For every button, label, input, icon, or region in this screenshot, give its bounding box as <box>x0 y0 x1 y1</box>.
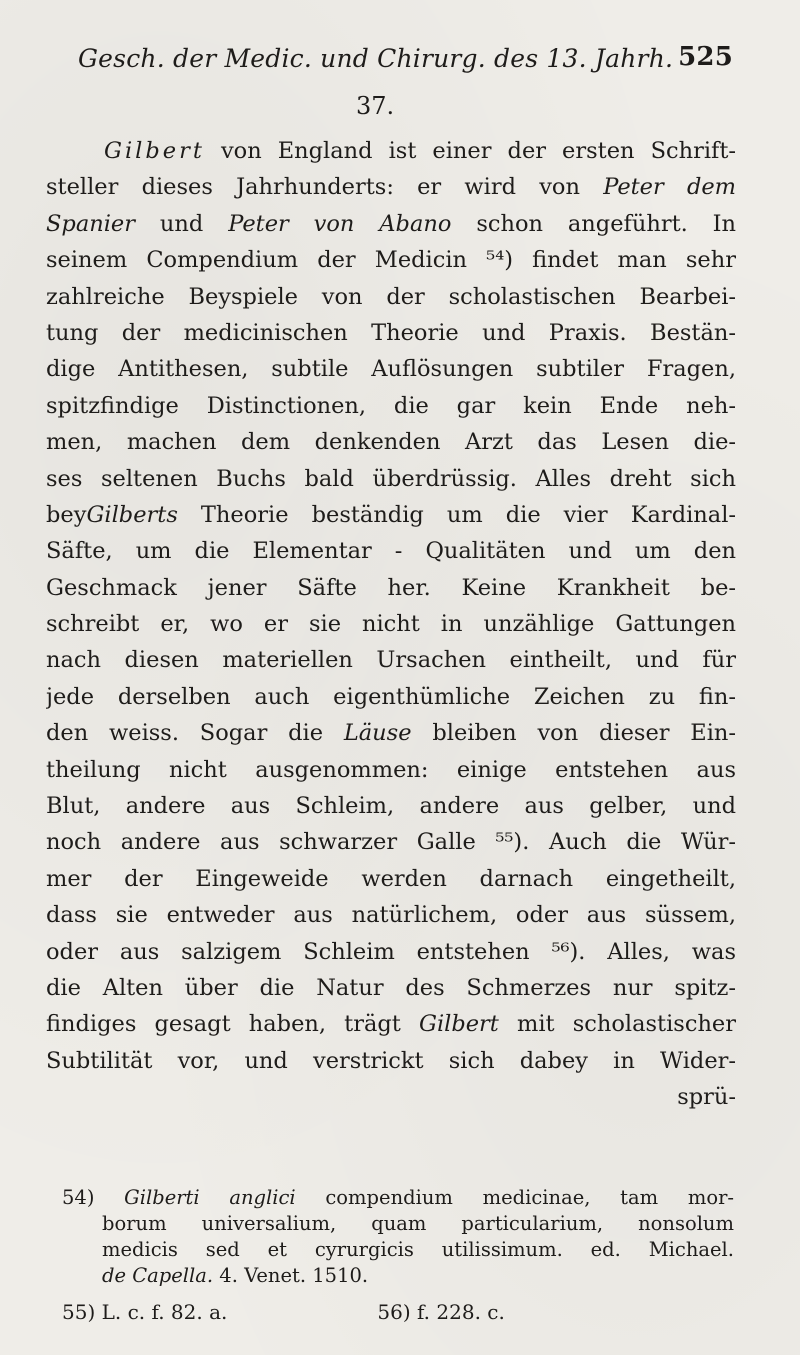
text-line: Subtilität vor, und verstrickt sich dabey in Wider- <box>46 1047 736 1074</box>
footnote-refs <box>62 1299 734 1325</box>
text-line: die Alten über die Natur des Schmerzes nur spitz- <box>46 974 736 1001</box>
text-line: seinem Compendium der Medicin ⁵⁴) findet man sehr <box>46 247 736 274</box>
emphasized-word: Läuse <box>343 720 412 747</box>
footnote-title: Gilberti anglici <box>124 1186 296 1209</box>
text-line: beyGilberts Theorie beständig um die vier Kardinal- <box>46 501 736 528</box>
text-line: noch andere aus schwarzer Galle ⁵⁵). Auch die Wür- <box>46 829 736 856</box>
person-name: Spanier <box>46 210 135 237</box>
page-header <box>78 40 733 84</box>
text-line: Säfte, um die Elementar - Qualitäten und um den <box>46 538 736 565</box>
running-title: Gesch. der Medic. und Chirurg. des 13. Jahrh. <box>78 44 674 73</box>
text-line: men, machen dem denkenden Arzt das Lesen die- <box>46 429 736 456</box>
text-line: findiges gesagt haben, trägt Gilbert mit scholastischer <box>46 1011 736 1038</box>
text-line: ses seltenen Buchs bald überdrüssig. Alles dreht sich <box>46 465 736 492</box>
text-line: tung der medicinischen Theorie und Praxis. Bestän- <box>46 319 736 346</box>
catchword: sprü- <box>677 1084 736 1111</box>
text-line: Blut, andere aus Schleim, andere aus gelber, und <box>46 793 736 820</box>
text-line: Gilbert von England ist einer der ersten Schrift- <box>104 138 736 164</box>
person-name: Gilbert <box>418 1011 499 1038</box>
page-number: 525 <box>678 42 733 72</box>
footnote-54: 54) Gilberti anglici compendium medicinae, tam mor- <box>62 1186 734 1209</box>
body-text <box>46 133 736 1116</box>
person-name: Peter dem <box>603 174 736 201</box>
person-name: Peter von Abano <box>228 210 452 237</box>
text-line: Geschmack jener Säfte her. Keine Krankheit be- <box>46 574 736 601</box>
text-line: zahlreiche Beyspiele von der scholastischen Bearbei- <box>46 283 736 310</box>
footnote-number: 54) <box>62 1186 95 1209</box>
text-line: spitzfindige Distinctionen, die gar kein Ende neh- <box>46 392 736 419</box>
footnote-line: medicis sed et cyrurgicis utilissimum. ed. Michael. <box>102 1238 734 1261</box>
text-line: jede derselben auch eigenthümliche Zeichen zu fin- <box>46 683 736 710</box>
text-line: dass sie entweder aus natürlichem, oder aus süssem, <box>46 902 736 929</box>
text-line: oder aus salzigem Schleim entstehen ⁵⁶). Alles, was <box>46 938 736 965</box>
footnote-line: borum universalium, quam particularium, nonsolum <box>102 1212 734 1235</box>
text-line: dige Antithesen, subtile Auflösungen subtiler Fragen, <box>46 356 736 383</box>
footnote-56: 56) f. 228. c. <box>377 1300 505 1324</box>
text-line: theilung nicht ausgenommen: einige entstehen aus <box>46 756 736 783</box>
text-line: steller dieses Jahrhunderts: er wird von Peter dem <box>46 174 736 201</box>
text-line: schreibt er, wo er sie nicht in unzählige Gattungen <box>46 611 736 638</box>
footnotes <box>62 1185 734 1325</box>
person-name: Gilberts <box>86 501 178 528</box>
text-line: nach diesen materiellen Ursachen eintheilt, und für <box>46 647 736 674</box>
person-name: Gilbert <box>104 138 205 164</box>
section-number: 37. <box>356 92 395 120</box>
text-line: den weiss. Sogar die Läuse bleiben von dieser Ein- <box>46 720 736 747</box>
footnote-55: 55) L. c. f. 82. a. <box>62 1300 228 1324</box>
text-line: Spanier und Peter von Abano schon angeführt. In <box>46 210 736 237</box>
footnote-line: de Capella. 4. Venet. 1510. <box>102 1264 369 1287</box>
text-line: mer der Eingeweide werden darnach eingetheilt, <box>46 865 736 892</box>
